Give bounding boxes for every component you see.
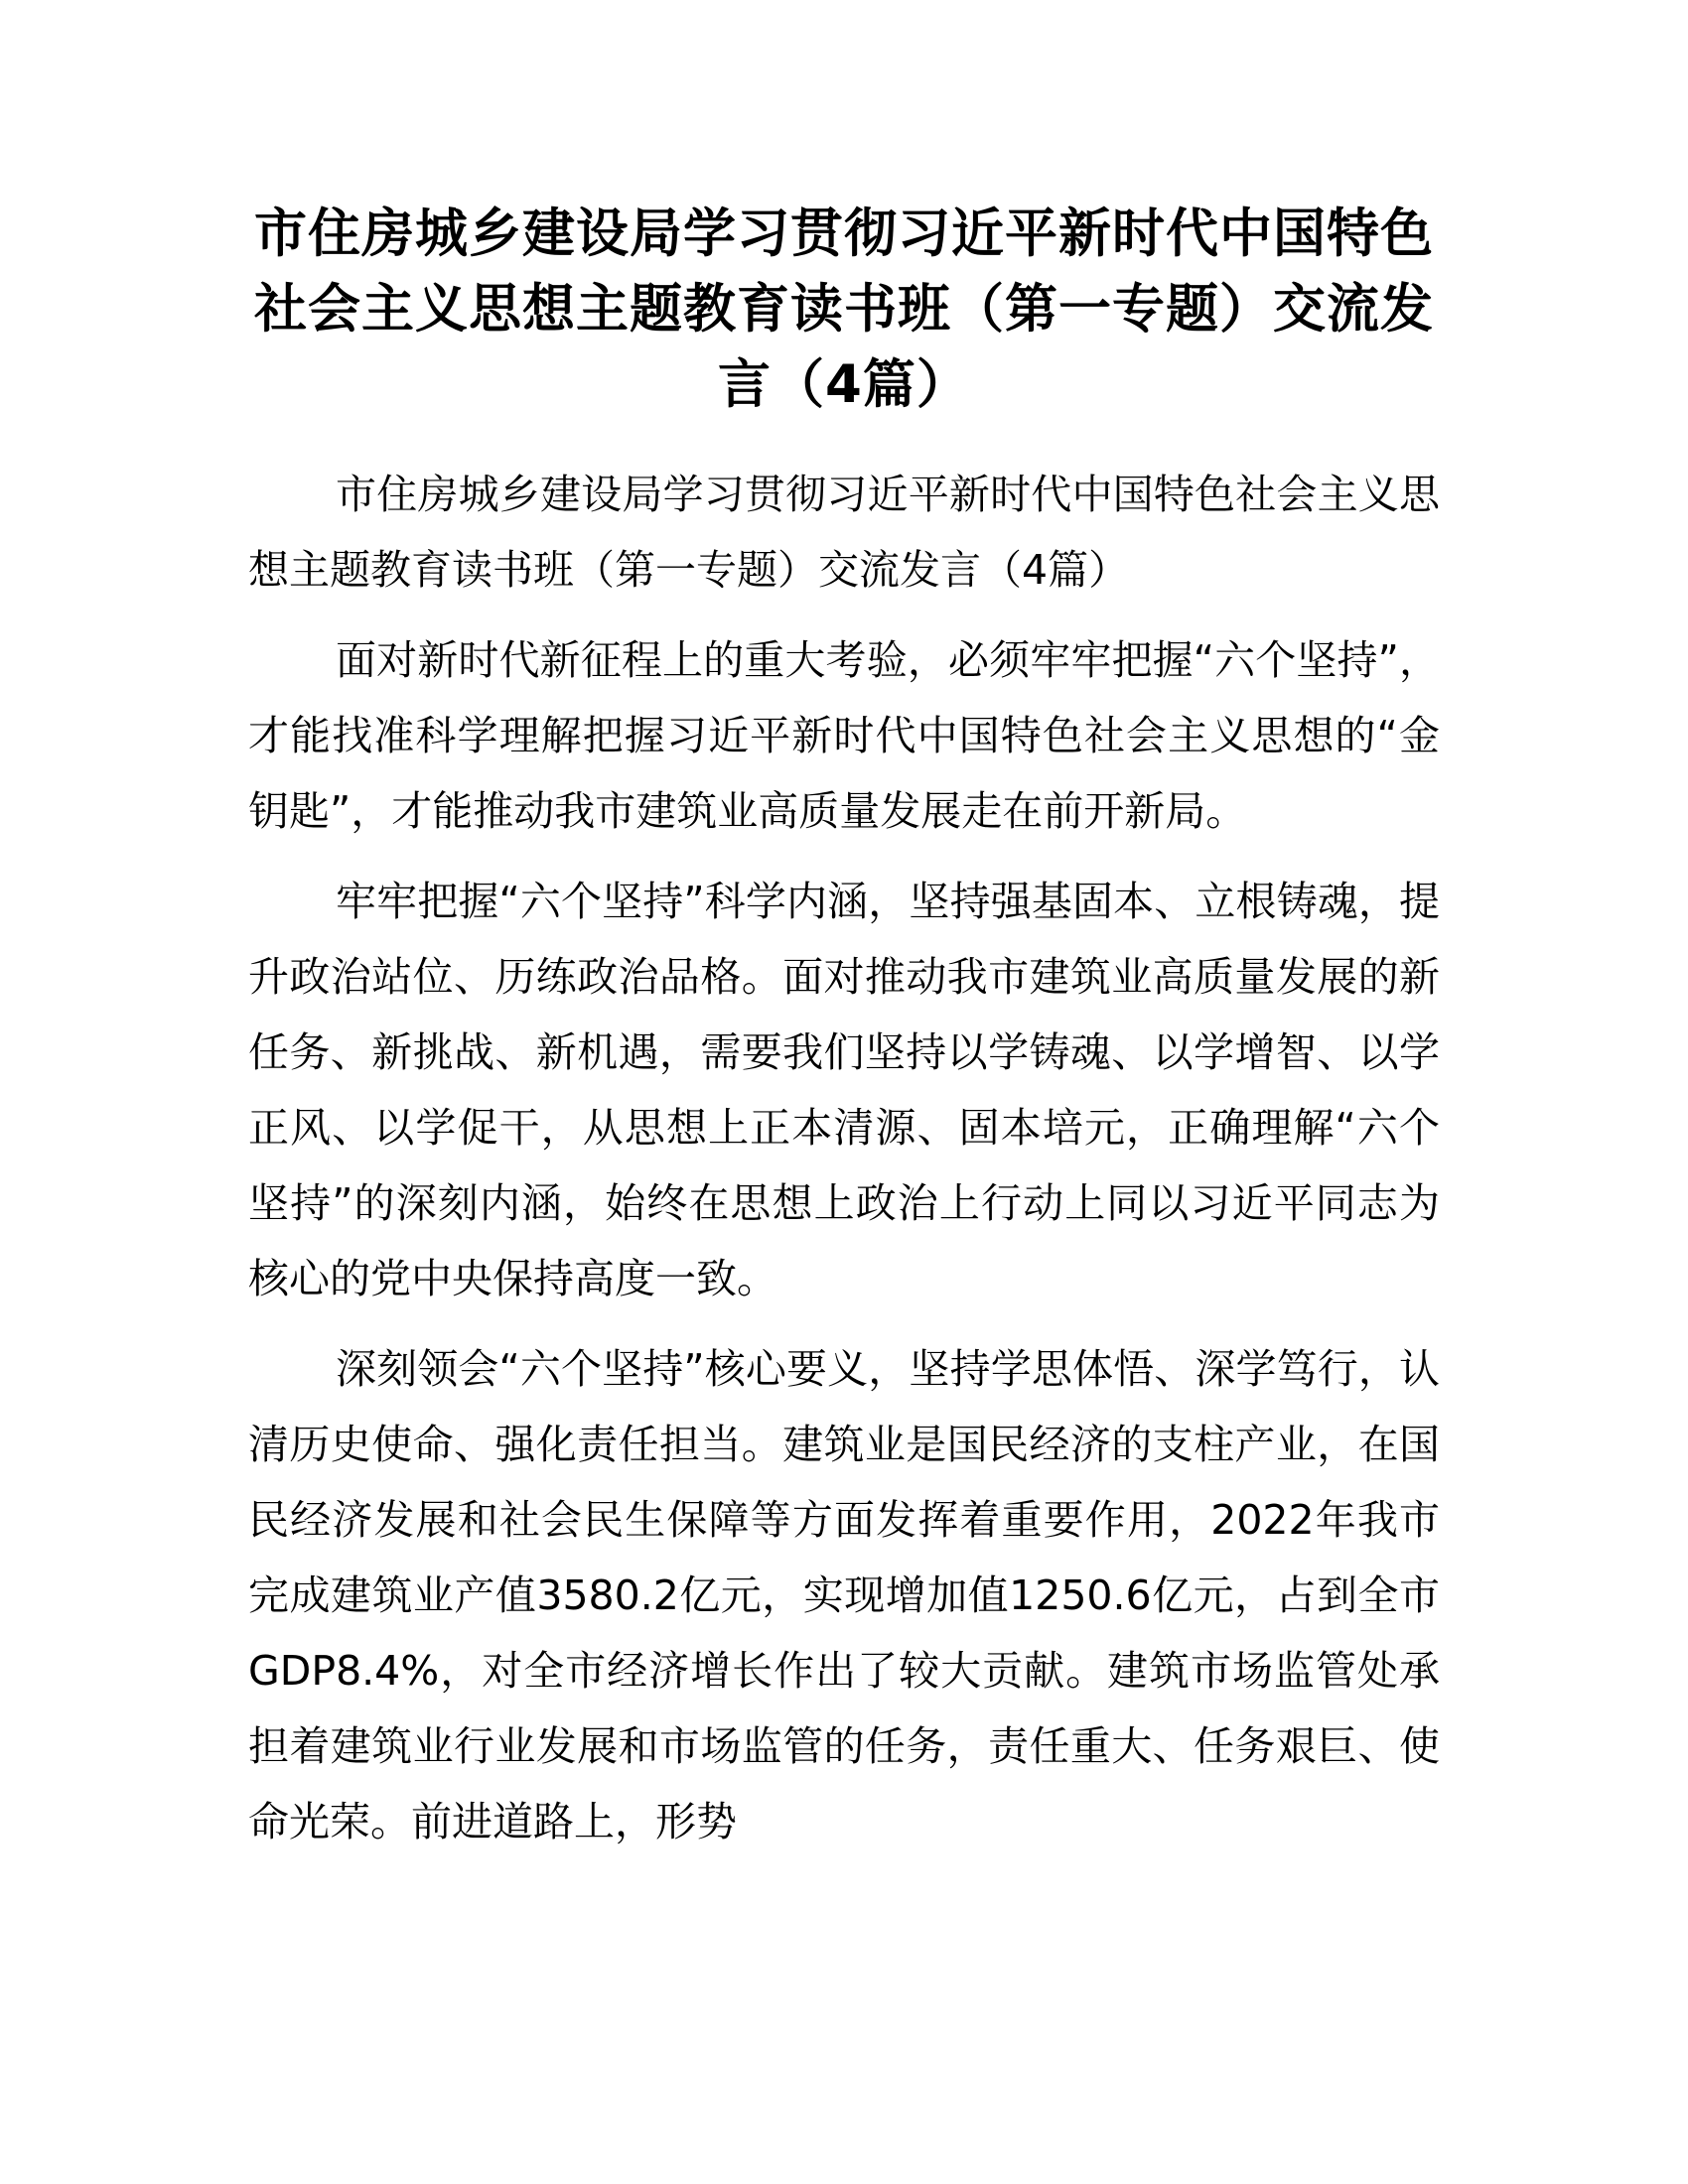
document-title: 市住房城乡建设局学习贯彻习近平新时代中国特色社会主义思想主题教育读书班（第一专题）交流发言（4篇）	[254, 204, 1434, 415]
paragraph-intro: 面对新时代新征程上的重大考验，必须牢牢把握“六个坚持”，才能找准科学理解把握习近平新时代中国特色社会主义思想的“金钥匙”，才能推动我市建筑业高质量发展走在前开新局。	[248, 636, 1440, 835]
paragraph-heading-repeat: 市住房城乡建设局学习贯彻习近平新时代中国特色社会主义思想主题教育读书班（第一专题）交流发言（4篇）	[248, 471, 1440, 594]
paragraph-scientific-connotation: 牢牢把握“六个坚持”科学内涵，坚持强基固本、立根铸魂，提升政治站位、历练政治品格。面对推动我市建筑业高质量发展的新任务、新挑战、新机遇，需要我们坚持以学铸魂、以学增智、以学正风、以学促干，从思想上正本清源、固本培元，正确理解“六个坚持”的深刻内涵，始终在思想上政治上行动上同以习近平同志为核心的党中央保持高度一致。	[248, 878, 1440, 1302]
paragraph-core-essence: 深刻领会“六个坚持”核心要义，坚持学思体悟、深学笃行，认清历史使命、强化责任担当。建筑业是国民经济的支柱产业，在国民经济发展和社会民生保障等方面发挥着重要作用，2022年我市完成建筑业产值3580.2亿元，实现增加值1250.6亿元，占到全市GDP8.4%，对全市经济增长作出了较大贡献。建筑市场监管处承担着建筑业行业发展和市场监管的任务，责任重大、任务艰巨、使命光荣。前进道路上，形势	[248, 1345, 1440, 1845]
document-body	[248, 457, 1440, 1874]
